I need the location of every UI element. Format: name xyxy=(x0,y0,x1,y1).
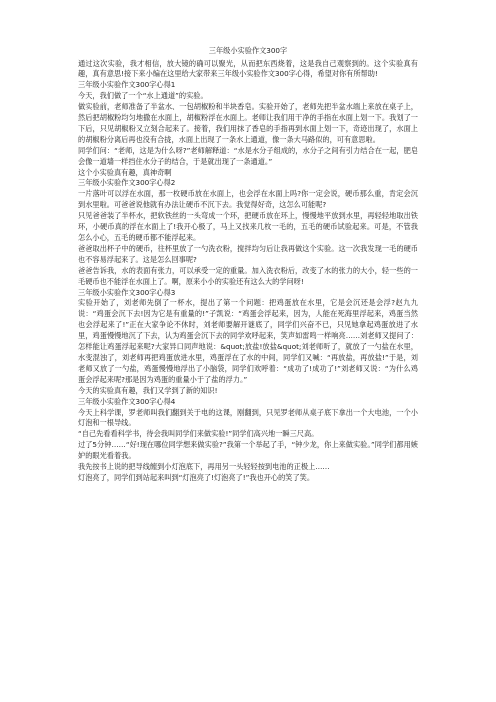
paragraph: 只见爸爸装了半杯水，把软铁丝的一头弯成一个环，把硬币放在环上，慢慢地平放到水里，再轻轻地取出铁环，小硬币真的浮在水面上了!我开心极了，马上又找来几枚一毛的，五毛的硬币试验起来。可是，不管我怎么小心，五毛的硬币都不能浮起来。 xyxy=(78,211,418,242)
paragraph: 我先按书上说的把导线缠到小灯泡底下，再用另一头轻轻按到电池的正极上…… xyxy=(78,462,330,472)
paragraph: 灯泡亮了，同学们到站起来叫到“灯泡亮了!灯泡亮了!”我也开心的笑了笑。 xyxy=(78,472,315,482)
section-heading: 三年级小实验作文300字心得4 xyxy=(78,396,176,406)
paragraph: 这个小实验真有趣，真神奇啊 xyxy=(78,167,172,177)
section-heading: 三年级小实验作文300字心得3 xyxy=(78,287,176,297)
paragraph: “自己先看看科学书，待会我叫同学们来做实验!”同学们高兴地一瞬三尺高。 xyxy=(78,429,319,439)
paragraph: 今天上科学课，罗老师叫我们翻到关于电的这课，刚翻到，只见罗老师从桌子底下拿出一个大电池，一个小灯泡和一根导线。 xyxy=(78,407,418,428)
paragraph: 爸爸告诉我，水的表面有张力，可以承受一定的重量。加入洗衣粉后，改变了水的张力的大小，轻一些的一毛硬币也不能浮在水面上了。啊，原来小小的实验还有这么大的学问呀! xyxy=(78,265,418,286)
section-heading: 三年级小实验作文300字心得2 xyxy=(78,178,176,188)
paragraph: 通过这次实验，我才相信，放大镜的确可以聚光，从而把东西烧着，这是我自己观察到的。这个实验真有趣，真有意思!接下来小编在这里给大家带来三年级小实验作文300字心得，希望对你有所帮助! xyxy=(78,58,418,79)
paragraph: 同学们问：“老师，这是为什么呀?”老师解释道：“水是水分子组成的，水分子之间有引力结合在一起，肥皂会像一道墙一样挡住水分子的结合，于是就出现了一条通道。” xyxy=(78,145,418,166)
paragraph: 爸爸取出杯子中的硬币，往杯里放了一勺洗衣粉，搅拌均匀后让我再做这个实验。这一次我发现一毛的硬币也不容易浮起来了。这是怎么回事呢? xyxy=(78,243,418,264)
paragraph: 今天的实验真有趣，我们又学到了新的知识! xyxy=(78,385,218,395)
paragraph: 做实验前，老师准备了半盆水、一包胡椒粉和半块香皂。实验开始了，老师先把半盆水端上来放在桌子上，然后把胡椒粉均匀地撒在水面上，胡椒粉浮在水面上。老师让我们用干净的手指在水面上划一下。我划了一下后，只见胡椒粉又立刻合起来了。接着，我们用抹了香皂的手指再到水面上划一下，奇迹出现了，水面上的胡椒粉分离后再也没有合拢，水面上出现了一条水上通道，像一条大马路似的，可有意思啦。 xyxy=(78,102,418,144)
paragraph: 实验开始了，刘老师先倒了一杯水，提出了第一个问题：把鸡蛋放在水里，它是会沉还是会浮?赵九九说：“鸡蛋会沉下去!因为它是有重量的!”子凯说：“鸡蛋会浮起来，因为，人能在死海里浮起来，鸡蛋当然也会浮起来了!”正在大家争论不休时，刘老师要解开谜底了，同学们兴奋不已，只见她拿起鸡蛋放进了水里，鸡蛋慢慢地沉了下去，认为鸡蛋会沉下去的同学欢呼起来，笑声如雷鸣一样响亮……刘老师又提问了：怎样能让鸡蛋浮起来呢?大家异口同声地说：&quot;放盐!放盐&quot;刘老师听了，就放了一勺盐在水里，水变混浊了，刘老师再把鸡蛋放进水里，鸡蛋浮在了水的中间，同学们又喊：“再放盐，再放盐!”于是，刘老师又放了一勺盐，鸡蛋慢慢地浮出了小脑袋，同学们欢呼着：“成功了!成功了!”刘老师又说：“为什么鸡蛋会浮起来呢?那是因为鸡蛋的重量小于了盐的浮力。” xyxy=(78,298,418,384)
paragraph: 过了5分钟……“好!现在哪位同学想来做实验?”我第一个举起了手，“钟少龙，你上来做实验。”同学们都用嫉妒的眼光看着我。 xyxy=(78,440,418,461)
paragraph: 一片落叶可以浮在水面，那一枚硬币放在水面上，也会浮在水面上吗?你一定会说，硬币那么重，肯定会沉到水里啦。可爸爸说他就有办法让硬币不沉下去。我觉得好奇，这怎么可能呢? xyxy=(78,189,418,210)
document-title: 三年级小实验作文300字 xyxy=(208,46,288,55)
document-body xyxy=(78,59,418,484)
paragraph: 今天，我们做了一个“水上通道”的实验。 xyxy=(78,91,208,101)
section-heading: 三年级小实验作文300字心得1 xyxy=(78,80,176,90)
